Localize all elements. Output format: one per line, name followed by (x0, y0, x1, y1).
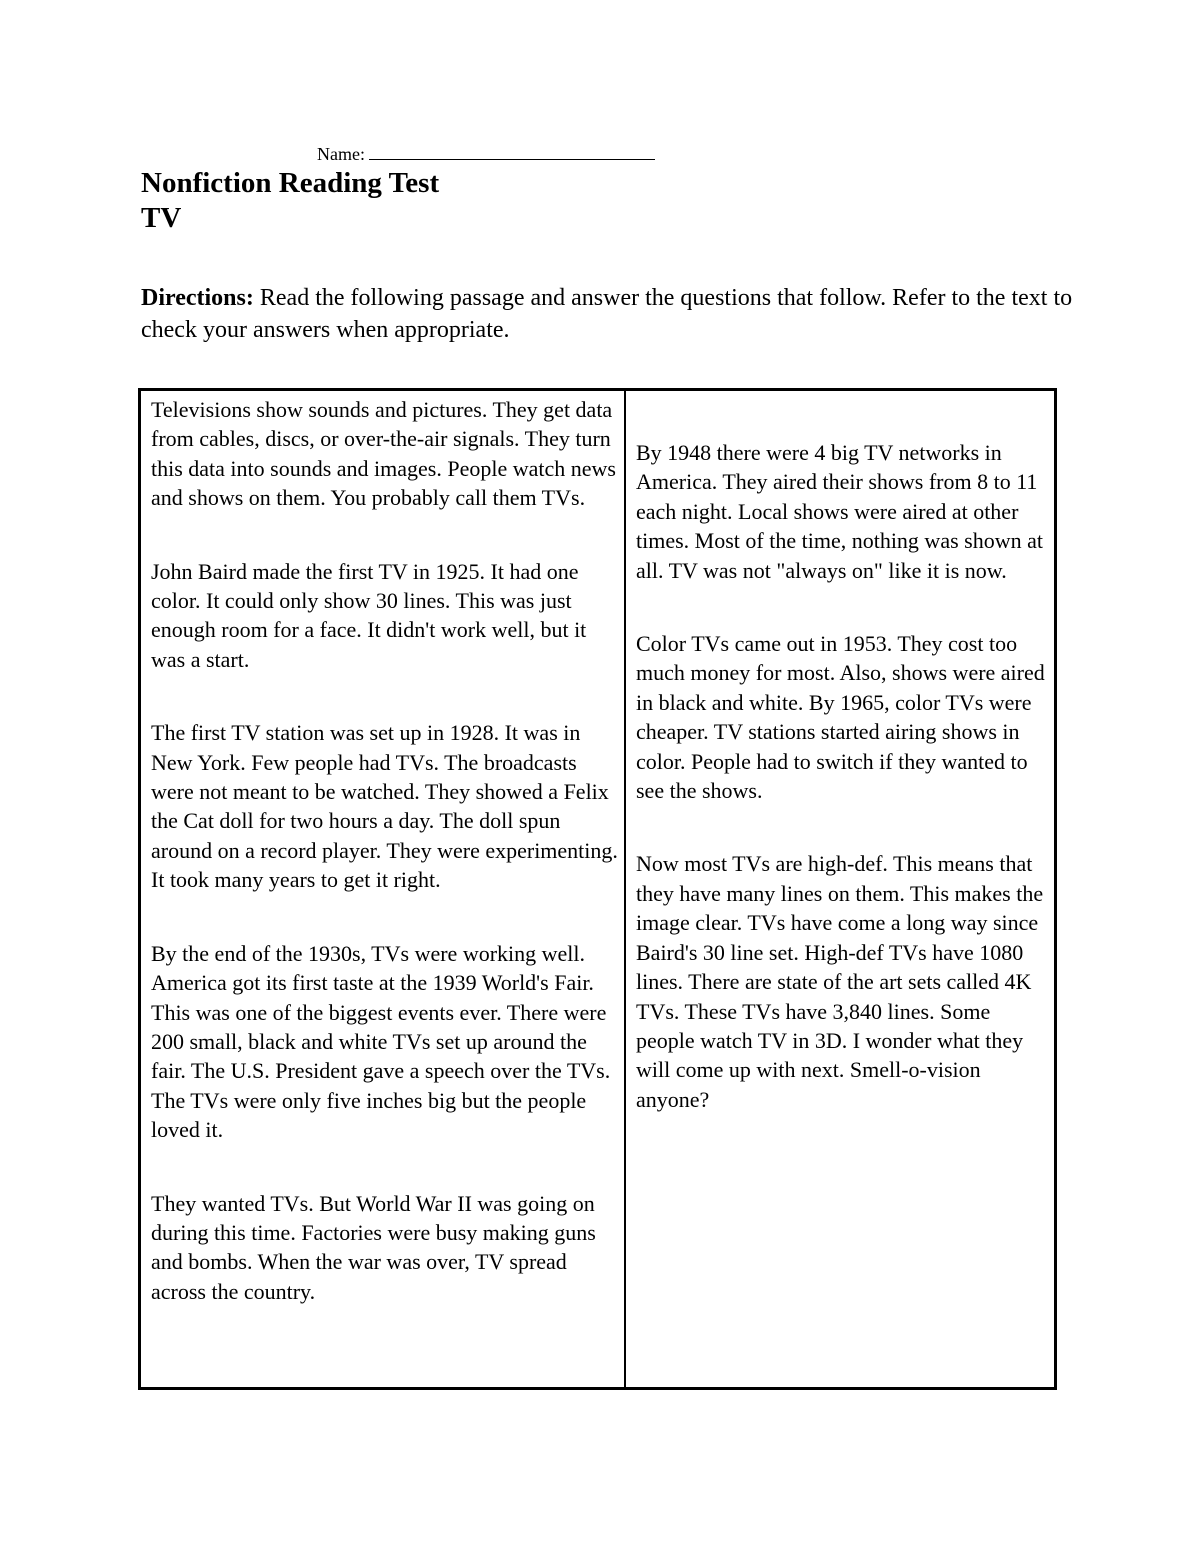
passage-paragraph: By the end of the 1930s, TVs were working well. America got its first taste at the 1939 World's Fair. This was one of the biggest events ever. There were 200 small, black and white TVs set up around the fair. The U.S. President gave a speech over the TVs. The TVs were only five inches big but the people loved it. (151, 940, 611, 1143)
passage-paragraph: John Baird made the first TV in 1925. It had one color. It could only show 30 lines. This was just enough room for a face. It didn't work well, but it was a start. (151, 558, 587, 672)
name-field-row (317, 141, 655, 166)
directions-text: Read the following passage and answer the questions that follow. Refer to the text to check your answers when appropriate. (141, 285, 1073, 343)
page-subtitle: TV (141, 202, 182, 234)
passage-column-left (141, 391, 626, 1387)
passage-column-right (626, 391, 1054, 1387)
directions (141, 282, 1081, 346)
passage-paragraph: The first TV station was set up in 1928. It was in New York. Few people had TVs. The broadcasts were not meant to be watched. They showed a Felix the Cat doll for two hours a day. The doll spun around on a record player. They were experimenting. It took many years to get it right. (151, 720, 618, 893)
directions-label: Directions: (141, 285, 254, 311)
page-title: Nonfiction Reading Test (141, 167, 440, 199)
passage-paragraph: By 1948 there were 4 big TV networks in America. They aired their shows from 8 to 11 each night. Local shows were aired at other times. Most of the time, nothing was shown at all. TV was not "always on" like it is now. (636, 440, 1043, 583)
passage-paragraph: Now most TVs are high-def. This means that they have many lines on them. This makes the image clear. TVs have come a long way since Baird's 30 line set. High-def TVs have 1080 lines. There are state of the art sets called 4K TVs. These TVs have 3,840 lines. Some people watch TV in 3D. I wonder what they will come up with next. Smell-o-vision anyone? (636, 851, 1044, 1112)
passage-paragraph: Color TVs came out in 1953. They cost too much money for most. Also, shows were aired in black and white. By 1965, color TVs were cheaper. TV stations started airing shows in color. People had to switch if they wanted to see the shows. (636, 631, 1045, 804)
passage-paragraph: They wanted TVs. But World War II was going on during this time. Factories were busy making guns and bombs. When the war was over, TV spread across the country. (151, 1190, 596, 1304)
passage-paragraph: Televisions show sounds and pictures. They get data from cables, discs, or over-the-air signals. They turn this data into sounds and images. People watch news and shows on them. You probably call them TVs. (151, 397, 616, 511)
passage-table (138, 388, 1057, 1390)
name-label: Name: (317, 144, 365, 164)
name-blank-line[interactable] (369, 141, 655, 160)
